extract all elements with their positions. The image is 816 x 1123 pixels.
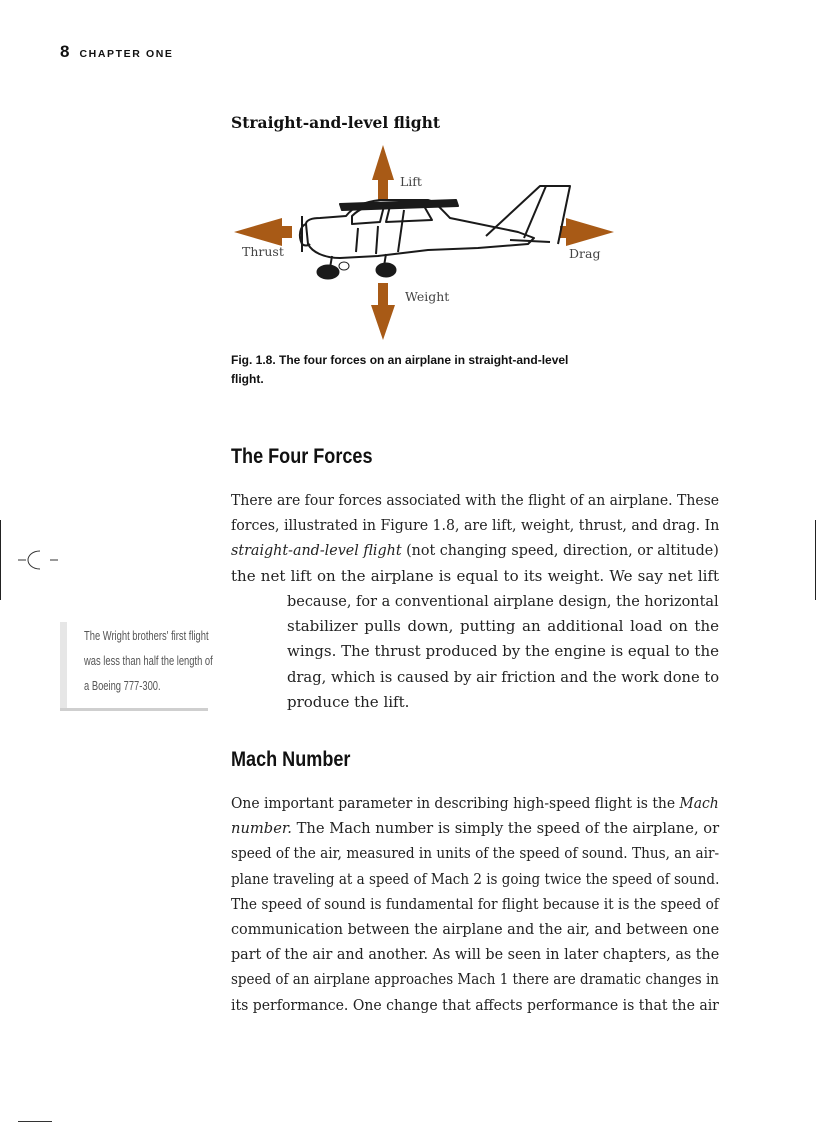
text-span: The Mach number is simply the speed of the airplane, or: [291, 819, 720, 838]
text-line: The speed of sound is fundamental for flight because it is the speed of: [231, 894, 719, 913]
label-drag: Drag: [569, 246, 601, 261]
text-line: [231, 538, 719, 563]
text-line: plane traveling at a speed of Mach 2 is going twice the speed of sound.: [231, 869, 720, 888]
text-line: because, for a conventional airplane design, the horizontal: [287, 592, 719, 610]
weight-arrow: [371, 283, 395, 340]
text-line: forces, illustrated in Figure 1.8, are lift, weight, thrust, and drag. In: [231, 516, 720, 535]
running-head: [60, 42, 174, 62]
text-line: part of the air and another. As will be seen in later chapters, as the: [231, 945, 720, 964]
chapter-label: CHAPTER ONE: [79, 48, 174, 60]
paragraph-four-forces-top: [231, 488, 719, 589]
text-line: speed of an airplane approaches Mach 1 there are dramatic changes in: [231, 970, 719, 989]
text-line: the net lift on the airplane is equal to its weight. We say net lift: [231, 566, 719, 585]
lift-arrow: [372, 145, 394, 200]
text-line: communication between the airplane and the air, and between one: [231, 920, 720, 939]
thrust-arrow: [234, 218, 292, 246]
page-number: 8: [60, 42, 70, 61]
sidebar-note-text: [84, 624, 324, 699]
paragraph-mach-number: [231, 791, 719, 1018]
sidebar-line: The Wright brothers' first flight: [84, 629, 209, 643]
text-line: speed of the air, measured in units of the speed of sound. Thus, an air-: [231, 844, 720, 863]
drag-arrow: [560, 218, 614, 246]
text-line: drag, which is caused by air friction and the work done to: [287, 667, 720, 686]
italic-term: Mach: [679, 794, 719, 812]
text-line: [231, 816, 720, 841]
figure-four-forces: [228, 140, 628, 345]
left-margin-rule: [0, 520, 1, 600]
figure-title: Straight-and-level flight: [231, 113, 441, 132]
figure-caption-line1: Fig. 1.8. The four forces on an airplane in straight-and-level: [231, 353, 569, 367]
label-thrust: Thrust: [242, 244, 284, 259]
paragraph-four-forces-indented: [287, 589, 719, 715]
text-span: (not changing speed, direction, or altitude): [401, 541, 719, 560]
figure-caption: [231, 351, 621, 389]
airplane-forces-diagram: [228, 140, 628, 345]
label-weight: Weight: [405, 289, 450, 304]
label-lift: Lift: [400, 174, 422, 189]
text-line: wings. The thrust produced by the engine is equal to the: [287, 642, 719, 661]
sidebar-line: was less than half the length of: [84, 654, 213, 668]
italic-term: straight-and-level flight: [231, 541, 402, 560]
text-line: There are four forces associated with the flight of an airplane. These: [231, 491, 720, 509]
landing-wheels: [317, 262, 396, 279]
italic-term: number.: [231, 819, 292, 838]
registration-mark-icon: [18, 548, 58, 572]
heading-four-forces: The Four Forces: [231, 445, 373, 468]
sidebar-line: a Boeing 777-300.: [84, 679, 161, 693]
text-line: [231, 791, 719, 816]
heading-mach-number: Mach Number: [231, 748, 351, 771]
figure-caption-line2: flight.: [231, 372, 264, 386]
airplane-drawing: [300, 186, 570, 268]
text-line: stabilizer pulls down, putting an additional load on the: [287, 617, 719, 636]
text-line: its performance. One change that affects performance is that the air: [231, 995, 719, 1014]
text-line: produce the lift.: [287, 692, 410, 711]
text-span: One important parameter in describing high-speed flight is the: [231, 794, 680, 812]
bottom-crop-mark: [18, 1121, 52, 1122]
